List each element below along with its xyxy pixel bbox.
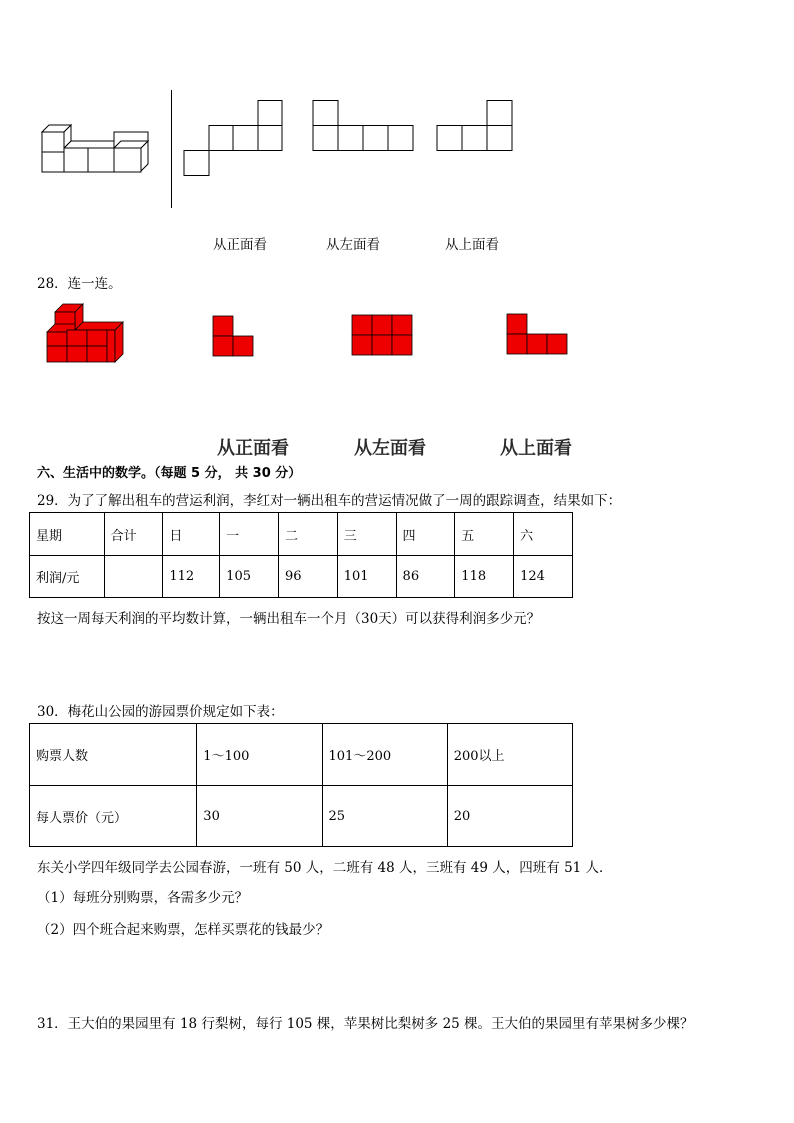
- q28-view-a: [212, 315, 254, 357]
- q29-cell: 124: [514, 556, 573, 598]
- q29-cell: 利润/元: [30, 556, 105, 598]
- q29-cell: 112: [163, 556, 220, 598]
- q28-red-solid: [45, 302, 125, 364]
- q30-cell: 1～100: [197, 724, 322, 786]
- q29-cell: 105: [220, 556, 279, 598]
- q30-table-data-row: [30, 786, 573, 847]
- q29-cell: 合计: [104, 513, 163, 556]
- q30-cell: 30: [197, 786, 322, 847]
- q29-cell: 101: [337, 556, 396, 598]
- q27-label-left: 从左面看: [326, 237, 380, 253]
- q29-cell: 一: [220, 513, 279, 556]
- q29-table: [29, 512, 573, 598]
- divider-line: [171, 90, 172, 208]
- q30-text: 30．梅花山公园的游园票价规定如下表：: [37, 704, 284, 720]
- q30-cell: 101～200: [322, 724, 447, 786]
- q29-cell: 86: [396, 556, 455, 598]
- q28-label-top: 从上面看: [500, 438, 572, 459]
- q30-table: [29, 723, 573, 847]
- q30-cell: 每人票价（元）: [30, 786, 197, 847]
- q30-cell: 购票人数: [30, 724, 197, 786]
- q28-view-b: [351, 314, 413, 356]
- q30-sub1: （1）每班分别购票，各需多少元？: [37, 890, 249, 906]
- q28-label-left: 从左面看: [354, 438, 426, 459]
- q27-label-top: 从上面看: [445, 237, 499, 253]
- q29-question: 按这一周每天利润的平均数计算，一辆出租车一个月（30天）可以获得利润多少元？: [37, 611, 541, 627]
- q29-cell: 三: [337, 513, 396, 556]
- q30-cell: 20: [447, 786, 572, 847]
- q29-text: 29．为了了解出租车的营运利润，李红对一辆出租车的营运情况做了一周的跟踪调查，结果如下：: [37, 493, 622, 509]
- q28-label-front: 从正面看: [217, 438, 289, 459]
- q29-cell: 星期: [30, 513, 105, 556]
- q27-top-view: [436, 100, 513, 152]
- q29-cell: 118: [455, 556, 514, 598]
- q28-title: 28．连一连。: [37, 276, 122, 292]
- q29-cell: 二: [278, 513, 337, 556]
- q30-cell: 25: [322, 786, 447, 847]
- q29-cell: 96: [278, 556, 337, 598]
- q30-table-header-row: [30, 724, 573, 786]
- q29-cell: [104, 556, 163, 598]
- q29-table-header-row: [30, 513, 573, 556]
- section6-title: 六、生活中的数学。（每题 5 分， 共 30 分）: [37, 466, 302, 481]
- q27-left-view: [312, 100, 414, 152]
- q29-cell: 五: [455, 513, 514, 556]
- q29-table-data-row: [30, 556, 573, 598]
- q27-label-front: 从正面看: [213, 237, 267, 253]
- q28-view-c: [506, 313, 568, 355]
- q29-cell: 日: [163, 513, 220, 556]
- q29-cell: 四: [396, 513, 455, 556]
- q27-solid-figure: [40, 124, 156, 178]
- q30-cell: 200以上: [447, 724, 572, 786]
- q29-cell: 六: [514, 513, 573, 556]
- q30-sub2: （2）四个班合起来购票，怎样买票花的钱最少？: [37, 922, 330, 938]
- q31-text: 31．王大伯的果园里有 18 行梨树，每行 105 棵，苹果树比梨树多 25 棵。王大伯的果园里有苹果树多少棵？: [37, 1016, 694, 1032]
- q27-front-view: [183, 100, 283, 176]
- q30-desc: 东关小学四年级同学去公园春游，一班有 50 人，二班有 48 人，三班有 49 人，四班有 51 人．: [37, 860, 613, 876]
